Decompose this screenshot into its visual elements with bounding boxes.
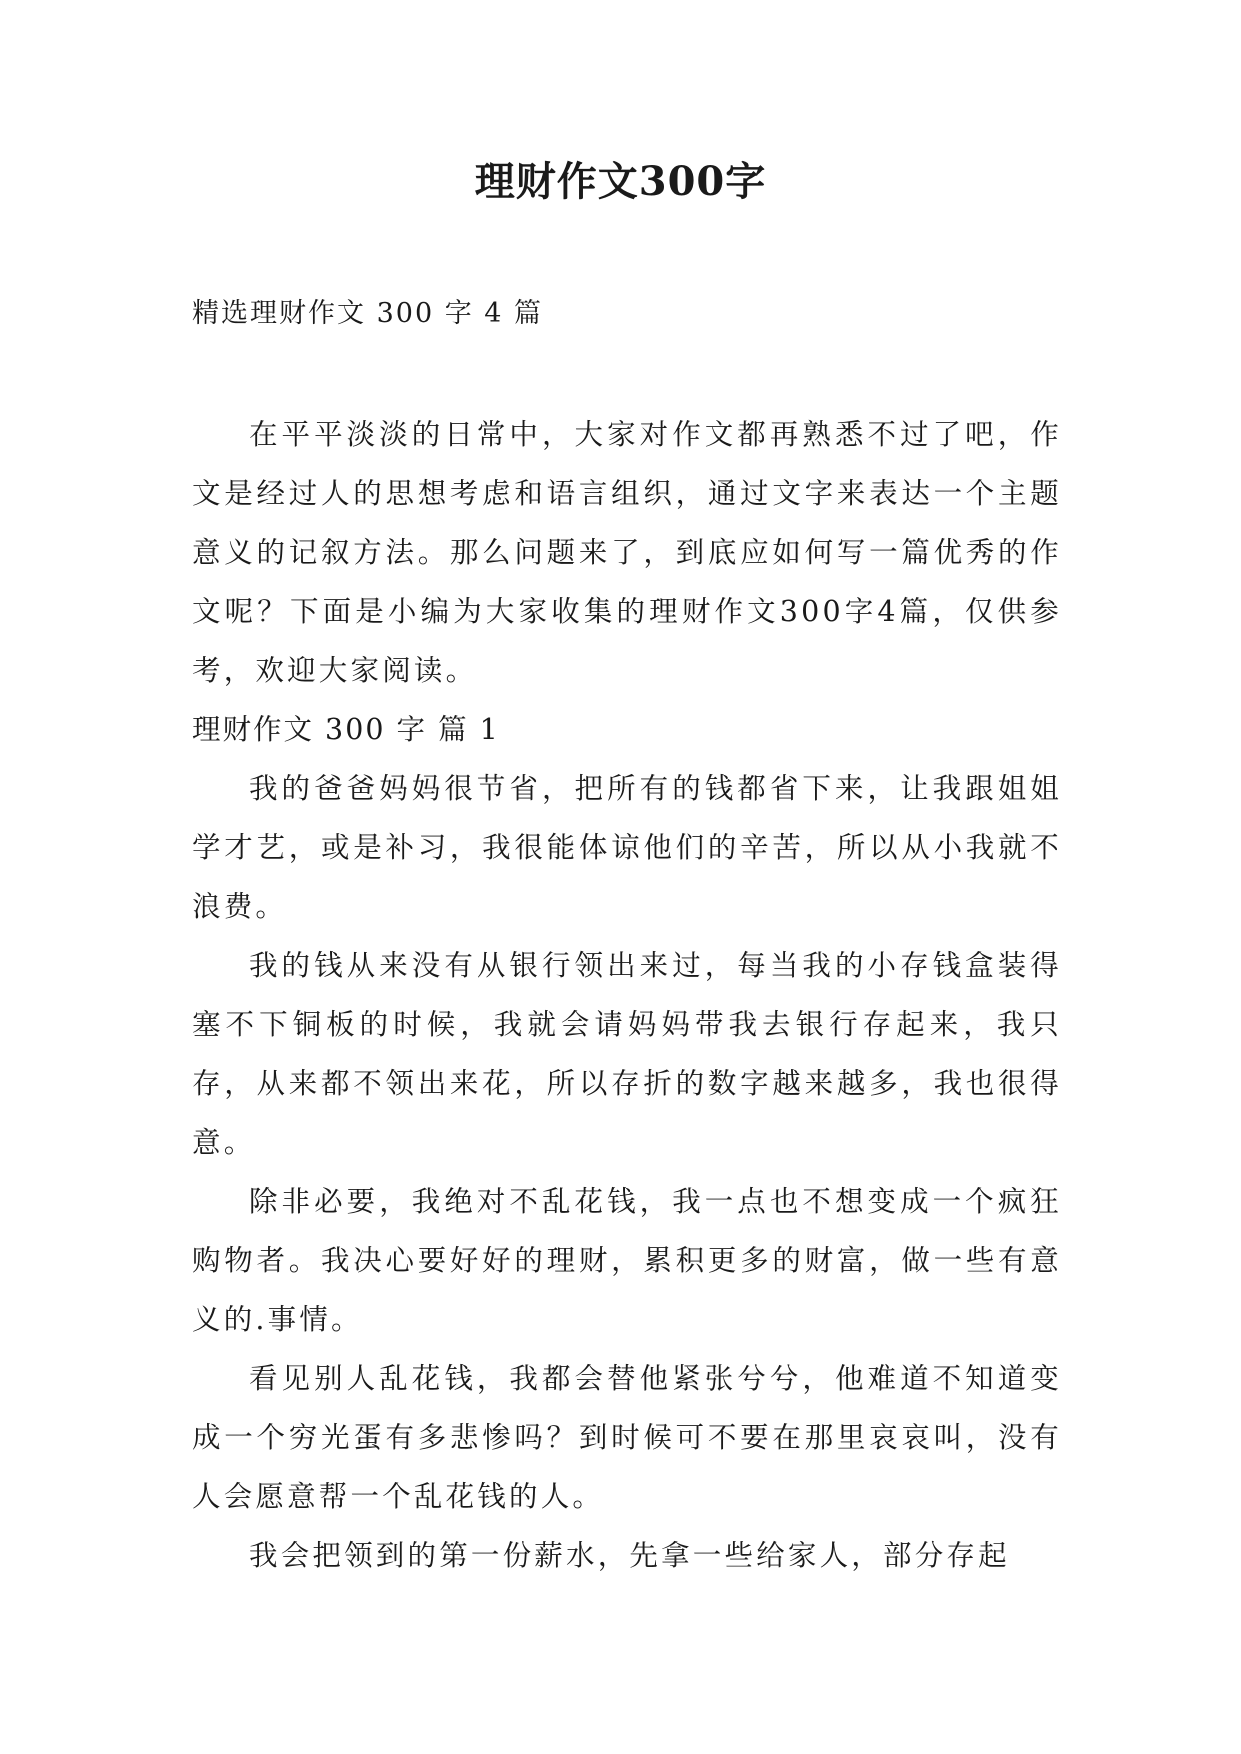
body-paragraph: 我的爸爸妈妈很节省，把所有的钱都省下来，让我跟姐姐学才艺，或是补习，我很能体谅他们的辛苦，所以从小我就不浪费。	[192, 772, 1062, 923]
body-paragraph: 我的钱从来没有从银行领出来过，每当我的小存钱盒装得塞不下铜板的时候，我就会请妈妈带我去银行存起来，我只存，从来都不领出来花，所以存折的数字越来越多，我也很得意。	[192, 949, 1062, 1159]
document-subtitle: 精选理财作文 300 字 4 篇	[192, 298, 544, 329]
document-title: 理财作文300字	[474, 158, 767, 205]
body-paragraph: 我会把领到的第一份薪水，先拿一些给家人，部分存起	[249, 1539, 1010, 1572]
body-paragraph: 除非必要，我绝对不乱花钱，我一点也不想变成一个疯狂购物者。我决心要好好的理财，累积更多的财富，做一些有意义的.事情。	[192, 1185, 1062, 1336]
document-body	[192, 405, 1062, 1585]
body-paragraph: 看见别人乱花钱，我都会替他紧张兮兮，他难道不知道变成一个穷光蛋有多悲惨吗？到时候可不要在那里哀哀叫，没有人会愿意帮一个乱花钱的人。	[192, 1362, 1062, 1513]
section-heading: 理财作文 300 字 篇 1	[192, 713, 500, 746]
intro-paragraph: 在平平淡淡的日常中，大家对作文都再熟悉不过了吧，作文是经过人的思想考虑和语言组织，通过文字来表达一个主题意义的记叙方法。那么问题来了，到底应如何写一篇优秀的作文呢？下面是小编为大家收集的理财作文300字4篇，仅供参考，欢迎大家阅读。	[192, 418, 1062, 687]
